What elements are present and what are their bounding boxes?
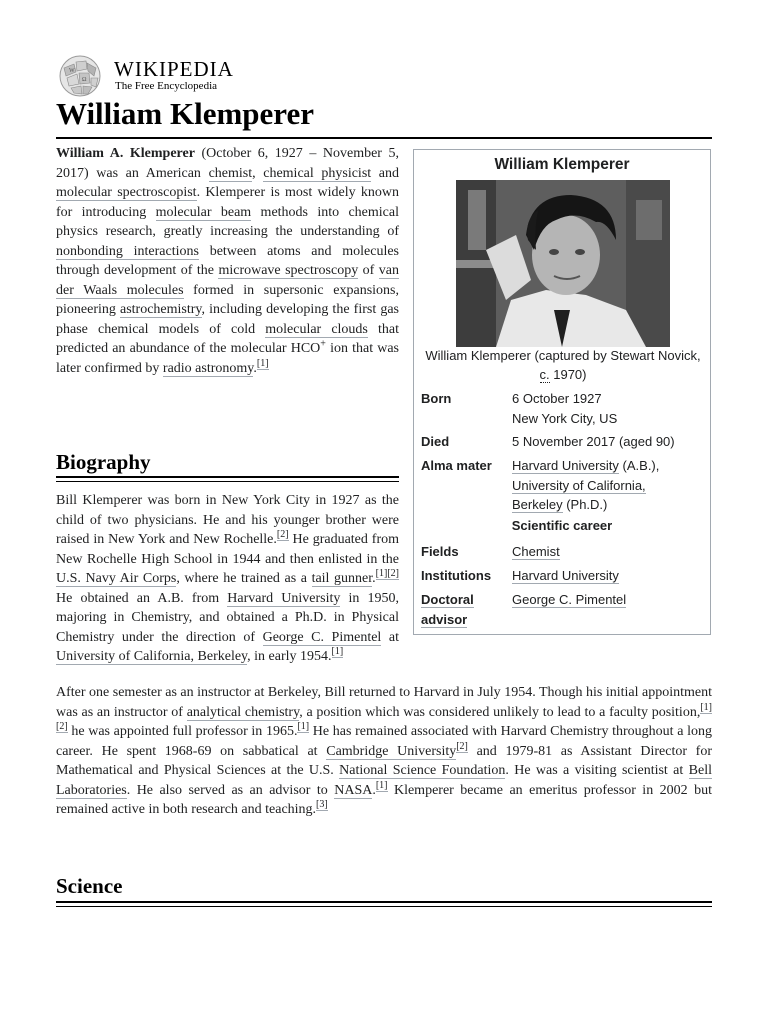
text: . He was a visiting scientist at — [505, 763, 689, 778]
citation-2[interactable]: [2] — [456, 740, 468, 752]
portrait-photo[interactable] — [456, 180, 670, 347]
text: in 1950, majoring in Chemistry, and obtained a Ph.D. in Physical Chemistry under the direction of — [56, 590, 399, 645]
citation-2[interactable]: [2] — [387, 568, 399, 580]
link-chemist[interactable]: chemist — [208, 165, 253, 181]
link-astrochemistry[interactable]: astrochemistry — [119, 302, 202, 317]
text: (October 6, 1927 – November 5, 2017) was an American — [56, 146, 400, 181]
title-divider — [56, 137, 712, 139]
citation-3[interactable]: [3] — [316, 799, 328, 811]
text: between atoms and molecules through development of the — [56, 243, 399, 278]
text: methods into chemical physics research, greatly increasing the understanding of — [56, 204, 399, 239]
link-doctoral-advisor[interactable]: Doctoral advisor — [421, 592, 474, 627]
text: . — [372, 782, 376, 798]
text: , — [252, 165, 264, 181]
text: ion that was later confirmed by — [56, 341, 400, 376]
label-alma-mater: Alma mater — [421, 458, 492, 473]
citation-1[interactable]: [1] — [375, 779, 388, 791]
text: that predicted an abundance of the molecular HCO — [56, 321, 400, 356]
link-chemist[interactable]: Chemist — [512, 544, 560, 559]
link-uc-berkeley[interactable]: University of California, Berkeley — [512, 477, 646, 512]
value-born — [512, 389, 702, 428]
infobox-title: William Klemperer — [494, 156, 630, 173]
link-nasa[interactable]: NASA — [334, 782, 373, 798]
citation-1[interactable]: [1] — [375, 568, 388, 580]
value-died: 5 November 2017 (aged 90) — [512, 434, 675, 449]
page-title: William Klemperer — [56, 96, 314, 131]
link-van-der-waals-molecules[interactable]: van der Waals molecules — [56, 263, 399, 298]
label-died: Died — [421, 434, 450, 449]
link-harvard-university[interactable]: Harvard University — [512, 568, 619, 583]
section-divider — [56, 901, 712, 907]
value-fields — [512, 542, 702, 562]
text: of — [358, 263, 379, 278]
label-born: Born — [421, 391, 452, 406]
infobox-row-born — [421, 389, 705, 429]
infobox — [413, 149, 711, 635]
value-alma-mater — [512, 456, 672, 515]
text: . — [253, 360, 257, 376]
text: (Ph.D.) — [562, 497, 608, 512]
infobox-subheader-scientific-career: Scientific career — [511, 518, 613, 533]
text: He obtained an A.B. from — [56, 590, 228, 606]
text: . He also served as an advisor to — [126, 782, 335, 798]
text: He graduated from New Rochelle High School in 1944 and then enlisted in the — [56, 532, 400, 567]
tagline: The Free Encyclopedia — [115, 80, 218, 92]
link-harvard-university[interactable]: Harvard University — [227, 590, 341, 606]
text: and 1979-81 as Assistant Director for Mathematical and Physical Sciences at the U.S. — [56, 743, 712, 778]
citation-2[interactable]: [2] — [276, 529, 289, 541]
abbr-circa[interactable]: c. — [539, 367, 550, 382]
link-molecular-beam[interactable]: molecular beam — [155, 204, 252, 220]
link-microwave-spectroscopy[interactable]: microwave spectroscopy — [218, 263, 359, 278]
text: Klemperer became an emeritus professor in 2002 but remained active in both research and teaching. — [56, 782, 712, 817]
photo-caption — [422, 346, 704, 384]
link-harvard-university[interactable]: Harvard University — [512, 458, 619, 473]
link-us-navy-air-corps[interactable]: U.S. Navy Air Corps — [56, 571, 177, 586]
link-uc-berkeley[interactable]: University of California, Berkeley — [56, 649, 248, 664]
link-tail-gunner[interactable]: tail gunner — [311, 571, 373, 586]
born-place: New York City, US — [512, 410, 618, 426]
text: , where he trained as a — [176, 571, 312, 586]
text: (A.B.), — [618, 458, 660, 473]
text: , a position which was considered unlikely to lead to a faculty position, — [299, 704, 701, 720]
born-date: 6 October 1927 — [512, 391, 602, 406]
text: . Klemperer is most widely known for introducing — [56, 185, 399, 220]
text: He has remained associated with Harvard Chemistry throughout a long career. He spent 1968-69 on sabbatical at — [56, 724, 712, 759]
text: . — [372, 571, 376, 586]
text: 1970) — [549, 367, 587, 382]
link-bell-laboratories[interactable]: Bell Laboratories — [56, 763, 712, 798]
citation-1[interactable]: [1] — [331, 646, 344, 658]
link-national-science-foundation[interactable]: National Science Foundation — [339, 763, 506, 778]
wordmark[interactable]: WIKIPEDIA — [114, 57, 234, 81]
site-header — [56, 54, 256, 98]
text: Bill Klemperer was born in New York City in 1927 as the child of two physicians. He and his younger brother were raised in New York and New Rochelle. — [56, 493, 399, 547]
svg-text:W: W — [69, 68, 75, 74]
link-chemical-physicist[interactable]: chemical physicist — [263, 165, 372, 181]
text: , including developing the first gas phase chemical models of cold — [56, 302, 399, 337]
text: and — [371, 165, 400, 181]
text: After one semester as an instructor at Berkeley, Bill returned to Harvard in July 1954. Though his initial appointment was as an instructor of — [56, 685, 712, 720]
biography-paragraph-2 — [56, 683, 712, 820]
biography-paragraph-1 — [56, 491, 399, 667]
value-institutions — [512, 566, 702, 586]
text: William Klemperer (captured by Stewart Novick, — [425, 348, 701, 363]
section-heading-biography: Biography — [56, 450, 151, 474]
text: he was appointed full professor in 1965. — [67, 724, 298, 739]
superscript-plus: + — [320, 338, 326, 350]
label-fields: Fields — [421, 544, 459, 559]
text: formed in supersonic expansions, pioneering — [56, 282, 399, 317]
text: at — [381, 629, 400, 645]
section-divider — [56, 476, 399, 482]
link-george-c-pimentel[interactable]: George C. Pimentel — [512, 592, 627, 607]
wikipedia-globe-logo[interactable] — [56, 54, 104, 98]
link-molecular-clouds[interactable]: molecular clouds — [265, 321, 368, 337]
label-institutions: Institutions — [421, 568, 492, 583]
subject-name: William A. Klemperer — [56, 146, 195, 161]
citation-2[interactable]: [2] — [56, 721, 68, 733]
text: , in early 1954. — [247, 649, 332, 664]
label-doctoral-advisor — [421, 590, 491, 629]
lead-paragraph — [56, 144, 399, 378]
citation-1[interactable]: [1] — [297, 721, 310, 733]
link-analytical-chemistry[interactable]: analytical chemistry — [186, 704, 300, 720]
link-molecular-spectroscopist[interactable]: molecular spectroscopist — [56, 185, 197, 200]
value-doctoral-advisor — [512, 590, 702, 610]
svg-text:Ω: Ω — [82, 77, 87, 83]
link-nonbonding-interactions[interactable]: nonbonding interactions — [56, 243, 199, 259]
link-cambridge-university[interactable]: Cambridge University — [326, 743, 457, 759]
section-heading-science: Science — [56, 874, 123, 898]
citation-1[interactable]: [1] — [256, 357, 269, 369]
link-george-c-pimentel[interactable]: George C. Pimentel — [262, 629, 382, 645]
link-radio-astronomy[interactable]: radio astronomy — [162, 360, 254, 376]
citation-1[interactable]: [1] — [700, 701, 712, 713]
